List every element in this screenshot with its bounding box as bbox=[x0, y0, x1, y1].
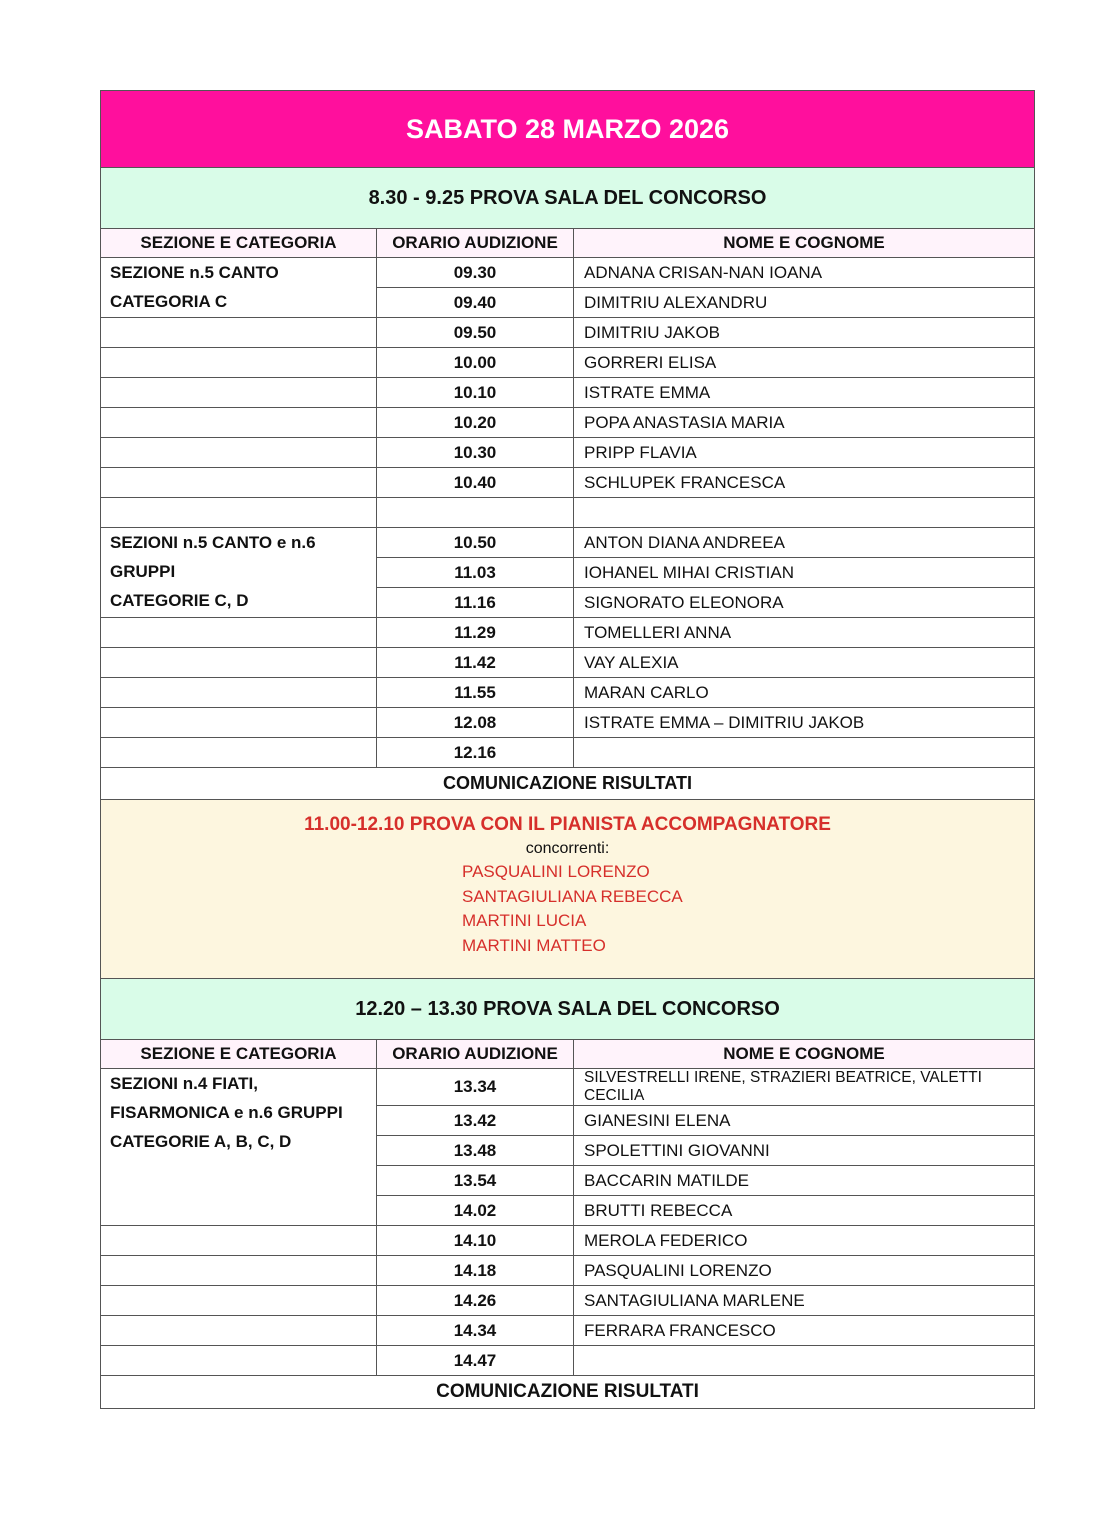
time-cell: 14.47 bbox=[377, 1346, 574, 1376]
table-row bbox=[101, 1316, 1035, 1346]
list-item: MARTINI LUCIA bbox=[462, 911, 587, 930]
empty-cell bbox=[101, 438, 377, 468]
name-cell: PRIPP FLAVIA bbox=[574, 438, 1035, 468]
category-line: FISARMONICA e n.6 GRUPPI bbox=[110, 1103, 343, 1122]
category-line: CATEGORIE C, D bbox=[110, 591, 249, 610]
table-row bbox=[101, 648, 1035, 678]
time-cell: 12.08 bbox=[377, 708, 574, 738]
time-cell: 09.50 bbox=[377, 318, 574, 348]
time-cell: 14.26 bbox=[377, 1286, 574, 1316]
header-section: SEZIONE E CATEGORIA bbox=[101, 229, 377, 258]
pianist-rehearsal-note bbox=[101, 800, 1035, 979]
time-cell: 11.29 bbox=[377, 618, 574, 648]
table-row bbox=[101, 318, 1035, 348]
list-item: SANTAGIULIANA REBECCA bbox=[462, 886, 683, 906]
table-row bbox=[101, 438, 1035, 468]
table-row bbox=[101, 1286, 1035, 1316]
page-title: SABATO 28 MARZO 2026 bbox=[101, 91, 1035, 168]
empty-cell bbox=[101, 1346, 377, 1376]
empty-cell bbox=[101, 1286, 377, 1316]
table-row bbox=[101, 708, 1035, 738]
name-cell: POPA ANASTASIA MARIA bbox=[574, 408, 1035, 438]
time-cell: 10.20 bbox=[377, 408, 574, 438]
time-cell: 11.03 bbox=[377, 558, 574, 588]
table-row bbox=[101, 528, 1035, 558]
pianist-title: 11.00-12.10 PROVA CON IL PIANISTA ACCOMPAGNATORE bbox=[304, 814, 831, 835]
time-cell: 12.16 bbox=[377, 738, 574, 768]
name-cell: SILVESTRELLI IRENE, STRAZIERI BEATRICE, VALETTI CECILIA bbox=[574, 1069, 1035, 1106]
empty-cell bbox=[101, 378, 377, 408]
name-cell: ADNANA CRISAN-NAN IOANA bbox=[574, 258, 1035, 288]
empty-cell bbox=[574, 498, 1035, 528]
name-cell: FERRARA FRANCESCO bbox=[574, 1316, 1035, 1346]
header-name: NOME E COGNOME bbox=[574, 1040, 1035, 1069]
name-cell: ANTON DIANA ANDREEA bbox=[574, 528, 1035, 558]
name-cell: MEROLA FEDERICO bbox=[574, 1226, 1035, 1256]
empty-cell bbox=[101, 1226, 377, 1256]
header-time: ORARIO AUDIZIONE bbox=[377, 229, 574, 258]
category-cell bbox=[101, 1069, 377, 1226]
pianist-label: concorrenti: bbox=[525, 840, 610, 857]
name-cell: TOMELLERI ANNA bbox=[574, 618, 1035, 648]
name-cell: IOHANEL MIHAI CRISTIAN bbox=[574, 558, 1035, 588]
time-cell: 11.42 bbox=[377, 648, 574, 678]
time-cell: 10.00 bbox=[377, 348, 574, 378]
name-cell: BRUTTI REBECCA bbox=[574, 1196, 1035, 1226]
empty-cell bbox=[101, 618, 377, 648]
header-time: ORARIO AUDIZIONE bbox=[377, 1040, 574, 1069]
table-row bbox=[101, 1069, 1035, 1106]
schedule-document bbox=[100, 90, 1034, 1409]
category-line: SEZIONI n.5 CANTO e n.6 bbox=[110, 533, 316, 552]
time-cell: 11.16 bbox=[377, 588, 574, 618]
empty-cell bbox=[101, 348, 377, 378]
name-cell: ISTRATE EMMA bbox=[574, 378, 1035, 408]
name-cell: DIMITRIU ALEXANDRU bbox=[574, 288, 1035, 318]
empty-cell bbox=[101, 708, 377, 738]
table-row bbox=[101, 678, 1035, 708]
table-row bbox=[101, 1346, 1035, 1376]
time-cell: 10.40 bbox=[377, 468, 574, 498]
header-name: NOME E COGNOME bbox=[574, 229, 1035, 258]
results-announcement: COMUNICAZIONE RISULTATI bbox=[101, 768, 1035, 800]
name-cell: VAY ALEXIA bbox=[574, 648, 1035, 678]
empty-cell bbox=[101, 678, 377, 708]
header-section: SEZIONE E CATEGORIA bbox=[101, 1040, 377, 1069]
time-cell: 14.18 bbox=[377, 1256, 574, 1286]
category-line: CATEGORIA C bbox=[110, 292, 228, 311]
table-row bbox=[101, 738, 1035, 768]
table-row bbox=[101, 1256, 1035, 1286]
time-cell: 14.34 bbox=[377, 1316, 574, 1346]
category-cell bbox=[101, 528, 377, 618]
time-cell: 13.34 bbox=[377, 1069, 574, 1106]
session-2-title: 12.20 – 13.30 PROVA SALA DEL CONCORSO bbox=[101, 979, 1035, 1040]
time-cell: 14.02 bbox=[377, 1196, 574, 1226]
table-row bbox=[101, 618, 1035, 648]
empty-cell bbox=[101, 498, 377, 528]
category-cell bbox=[101, 258, 377, 318]
session-1-title: 8.30 - 9.25 PROVA SALA DEL CONCORSO bbox=[101, 168, 1035, 229]
time-cell: 10.10 bbox=[377, 378, 574, 408]
name-cell bbox=[574, 1346, 1035, 1376]
list-item: PASQUALINI LORENZO bbox=[462, 862, 650, 881]
empty-cell bbox=[101, 648, 377, 678]
table-header-2 bbox=[101, 1040, 1035, 1069]
empty-cell bbox=[101, 1316, 377, 1346]
category-line: SEZIONI n.4 FIATI, bbox=[110, 1074, 258, 1093]
time-cell: 13.48 bbox=[377, 1136, 574, 1166]
name-cell: PASQUALINI LORENZO bbox=[574, 1256, 1035, 1286]
empty-cell bbox=[101, 468, 377, 498]
empty-cell bbox=[377, 498, 574, 528]
empty-cell bbox=[101, 318, 377, 348]
empty-cell bbox=[101, 408, 377, 438]
name-cell: ISTRATE EMMA – DIMITRIU JAKOB bbox=[574, 708, 1035, 738]
time-cell: 09.40 bbox=[377, 288, 574, 318]
list-item: MARTINI MATTEO bbox=[462, 935, 606, 955]
time-cell: 11.55 bbox=[377, 678, 574, 708]
name-cell: SIGNORATO ELEONORA bbox=[574, 588, 1035, 618]
spacer-row bbox=[101, 498, 1035, 528]
time-cell: 13.54 bbox=[377, 1166, 574, 1196]
time-cell: 10.30 bbox=[377, 438, 574, 468]
category-line: GRUPPI bbox=[110, 562, 176, 581]
pianist-list bbox=[462, 860, 1034, 958]
time-cell: 10.50 bbox=[377, 528, 574, 558]
time-cell: 14.10 bbox=[377, 1226, 574, 1256]
results-announcement: COMUNICAZIONE RISULTATI bbox=[101, 1376, 1035, 1409]
category-line: CATEGORIE A, B, C, D bbox=[110, 1132, 292, 1151]
name-cell: MARAN CARLO bbox=[574, 678, 1035, 708]
name-cell: GORRERI ELISA bbox=[574, 348, 1035, 378]
empty-cell bbox=[101, 738, 377, 768]
time-cell: 09.30 bbox=[377, 258, 574, 288]
name-cell: BACCARIN MATILDE bbox=[574, 1166, 1035, 1196]
schedule-table bbox=[100, 90, 1035, 1409]
time-cell: 13.42 bbox=[377, 1106, 574, 1136]
table-row bbox=[101, 348, 1035, 378]
name-cell: SCHLUPEK FRANCESCA bbox=[574, 468, 1035, 498]
name-cell: SANTAGIULIANA MARLENE bbox=[574, 1286, 1035, 1316]
table-row bbox=[101, 378, 1035, 408]
name-cell: SPOLETTINI GIOVANNI bbox=[574, 1136, 1035, 1166]
name-cell: GIANESINI ELENA bbox=[574, 1106, 1035, 1136]
name-cell bbox=[574, 738, 1035, 768]
table-row bbox=[101, 1226, 1035, 1256]
empty-cell bbox=[101, 1256, 377, 1286]
category-line: SEZIONE n.5 CANTO bbox=[110, 263, 279, 282]
table-header-1 bbox=[101, 229, 1035, 258]
name-cell: DIMITRIU JAKOB bbox=[574, 318, 1035, 348]
table-row bbox=[101, 468, 1035, 498]
table-row bbox=[101, 408, 1035, 438]
table-row bbox=[101, 258, 1035, 288]
